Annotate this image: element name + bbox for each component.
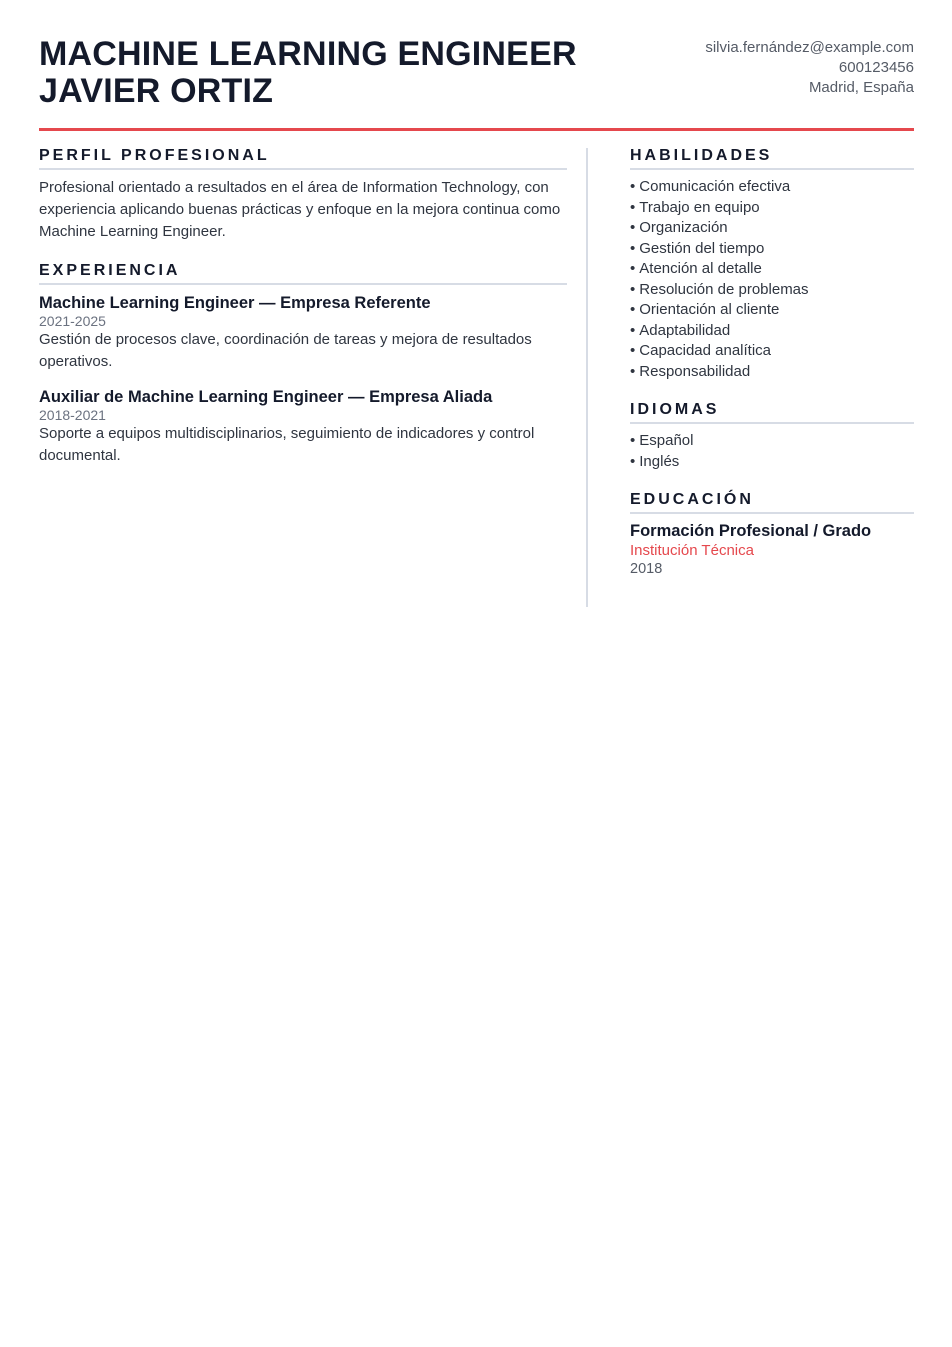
skill-item: • Comunicación efectiva — [630, 178, 791, 195]
education-section — [630, 490, 914, 579]
contact-info — [705, 38, 914, 98]
header-accent-rule — [39, 128, 914, 131]
bullet-icon: • — [630, 280, 636, 298]
experience-section — [39, 261, 567, 467]
skill-item: • Atención al detalle — [630, 260, 762, 277]
languages-list — [630, 431, 914, 472]
skill-item: • Organización — [630, 219, 728, 236]
education-degree: Formación Profesional / Grado — [630, 522, 872, 540]
bullet-icon: • — [630, 321, 636, 339]
side-column — [630, 146, 914, 597]
skills-list — [630, 177, 914, 382]
education-institution: Institución Técnica — [630, 542, 754, 559]
skill-item: • Gestión del tiempo — [630, 239, 765, 257]
contact-phone: 600123456 — [838, 59, 914, 76]
profile-text: Profesional orientado a resultados en el área de Information Technology, con experiencia aplicando buenas prácticas y enfoque en la mejora continua como Machine Learning Engineer. — [39, 179, 561, 240]
bullet-icon: • — [630, 452, 636, 470]
education-heading: EDUCACIÓN — [630, 490, 914, 514]
bullet-icon: • — [630, 362, 636, 380]
bullet-icon: • — [630, 239, 636, 257]
language-item: • Inglés — [630, 452, 680, 470]
job-entry-description: Gestión de procesos clave, coordinación de tareas y mejora de resultados operativos. — [39, 331, 532, 370]
bullet-icon: • — [630, 342, 636, 359]
bullet-icon: • — [630, 198, 636, 216]
bullet-icon: • — [630, 260, 636, 277]
job-entry — [39, 387, 567, 467]
skill-item: • Capacidad analítica — [630, 342, 772, 359]
skill-item: • Resolución de problemas — [630, 280, 809, 298]
skills-heading: HABILIDADES — [630, 146, 914, 170]
skill-item: • Orientación al cliente — [630, 301, 780, 318]
job-entry-dates: 2021-2025 — [39, 313, 106, 329]
job-entry-dates: 2018-2021 — [39, 407, 106, 423]
resume-header — [39, 36, 914, 110]
contact-email[interactable]: silvia.fernández@example.com — [705, 39, 914, 56]
skill-item: • Adaptabilidad — [630, 321, 731, 339]
main-column — [39, 146, 567, 485]
job-title: MACHINE LEARNING ENGINEER — [39, 35, 577, 73]
column-divider — [586, 148, 588, 607]
bullet-icon: • — [630, 301, 636, 318]
job-entry-title: Machine Learning Engineer — Empresa Referente — [39, 294, 431, 312]
contact-location: Madrid, España — [808, 79, 914, 96]
profile-section — [39, 146, 567, 243]
bullet-icon: • — [630, 178, 636, 195]
skill-item: • Trabajo en equipo — [630, 198, 760, 216]
job-entry-title: Auxiliar de Machine Learning Engineer — Empresa Aliada — [39, 388, 493, 406]
skill-item: • Responsabilidad — [630, 362, 751, 380]
languages-section — [630, 400, 914, 472]
languages-heading: IDIOMAS — [630, 400, 914, 424]
bullet-icon: • — [630, 432, 636, 449]
job-entry — [39, 293, 567, 373]
candidate-name: JAVIER ORTIZ — [39, 72, 274, 110]
education-year: 2018 — [630, 561, 663, 577]
bullet-icon: • — [630, 219, 636, 236]
experience-heading: EXPERIENCIA — [39, 261, 567, 285]
skills-section — [630, 146, 914, 382]
job-entry-description: Soporte a equipos multidisciplinarios, seguimiento de indicadores y control documental. — [39, 425, 535, 464]
language-item: • Español — [630, 432, 694, 449]
profile-heading: PERFIL PROFESIONAL — [39, 146, 567, 170]
